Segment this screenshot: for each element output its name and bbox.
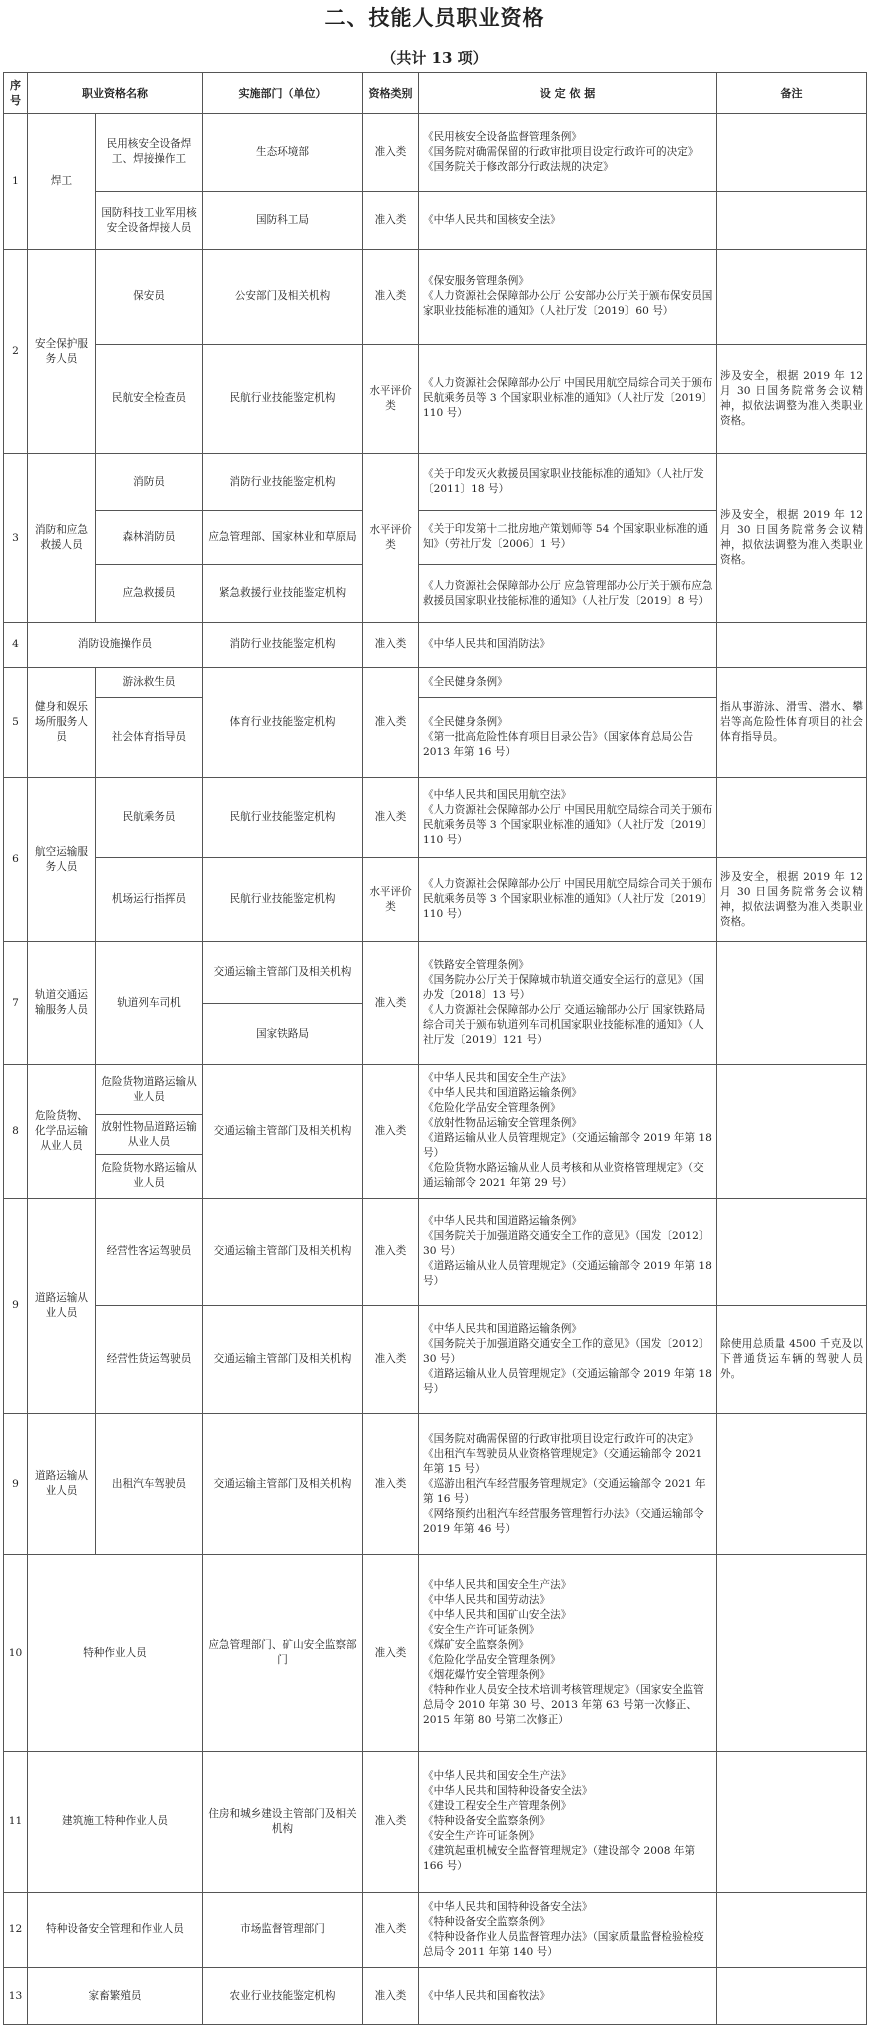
note: 涉及安全，根据 2019 年 12 月 30 日国务院常务会议精神，拟依法调整为准入类职业资格。 (717, 454, 867, 623)
header-basis: 设 定 依 据 (419, 73, 717, 114)
group-name: 危险货物、化学品运输从业人员 (28, 1065, 96, 1198)
table-row (4, 778, 867, 858)
qualification-name: 国防科技工业军用核安全设备焊接人员 (96, 191, 203, 249)
group-name: 航空运输服务人员 (28, 778, 96, 942)
header-type: 资格类别 (363, 73, 419, 114)
dept: 民航行业技能鉴定机构 (203, 344, 363, 454)
type: 准入类 (363, 942, 419, 1065)
type: 准入类 (363, 1968, 419, 2025)
basis: 《中华人民共和国道路运输条例》 《国务院关于加强道路交通安全工作的意见》（国发〔2012〕30 号） 《道路运输从业人员管理规定》（交通运输部令 2019 年第 18 号） (419, 1198, 717, 1306)
qualification-name: 出租汽车驾驶员 (96, 1413, 203, 1554)
dept: 消防行业技能鉴定机构 (203, 623, 363, 667)
table-row (4, 623, 867, 667)
page-subtitle: （共计 13 项） (381, 49, 488, 67)
qualification-name: 危险货物水路运输从业人员 (96, 1155, 203, 1198)
table-row (4, 1752, 867, 1892)
qualification-table (3, 72, 867, 2025)
table-row (4, 1968, 867, 2025)
type: 准入类 (363, 1413, 419, 1554)
type: 准入类 (363, 191, 419, 249)
dept: 生态环境部 (203, 114, 363, 192)
dept: 市场监督管理部门 (203, 1892, 363, 1968)
qualification-name: 经营性客运驾驶员 (96, 1198, 203, 1306)
table-row (4, 858, 867, 942)
header-note: 备注 (717, 73, 867, 114)
dept: 交通运输主管部门及相关机构 (203, 1198, 363, 1306)
type: 准入类 (363, 623, 419, 667)
basis: 《中华人民共和国安全生产法》 《中华人民共和国道路运输条例》 《危险化学品安全管理条例》 《放射性物品运输安全管理条例》 《道路运输从业人员管理规定》（交通运输部令 2019 年第 18 号） 《危险货物水路运输从业人员考核和从业资格管理规定》（交通运输部令 2021 年第 29 号） (419, 1065, 717, 1198)
page-title: 二、技能人员职业资格 (324, 5, 545, 30)
header-no: 序号 (4, 73, 28, 114)
qualification-name: 民用核安全设备焊工、焊接操作工 (96, 114, 203, 192)
dept: 紧急救援行业技能鉴定机构 (203, 565, 363, 623)
qualification-name: 森林消防员 (96, 510, 203, 564)
header-name: 职业资格名称 (28, 73, 203, 114)
type: 水平评价类 (363, 344, 419, 454)
table-row (4, 942, 867, 1004)
dept: 公安部门及相关机构 (203, 250, 363, 344)
qualification-name: 特种作业人员 (28, 1555, 203, 1752)
type: 准入类 (363, 1306, 419, 1414)
qualification-name: 民航安全检查员 (96, 344, 203, 454)
qualification-name: 社会体育指导员 (96, 698, 203, 778)
header-row (4, 73, 867, 114)
basis: 《人力资源社会保障部办公厅 中国民用航空局综合司关于颁布民航乘务员等 3 个国家职业标准的通知》（人社厅发〔2019〕110 号） (419, 858, 717, 942)
qualification-name: 游泳救生员 (96, 667, 203, 698)
type: 准入类 (363, 778, 419, 858)
dept: 住房和城乡建设主管部门及相关机构 (203, 1752, 363, 1892)
dept: 民航行业技能鉴定机构 (203, 778, 363, 858)
note (717, 778, 867, 858)
basis: 《保安服务管理条例》 《人力资源社会保障部办公厅 公安部办公厅关于颁布保安员国家职业技能标准的通知》（人社厅发〔2019〕60 号） (419, 250, 717, 344)
row-number: 9 (4, 1413, 28, 1554)
row-number: 4 (4, 623, 28, 667)
qualification-name: 危险货物道路运输从业人员 (96, 1065, 203, 1115)
qualification-name: 特种设备安全管理和作业人员 (28, 1892, 203, 1968)
note (717, 114, 867, 192)
type: 准入类 (363, 1752, 419, 1892)
basis: 《全民健身条例》 《第一批高危险性体育项目目录公告》（国家体育总局公告 2013 年第 16 号） (419, 698, 717, 778)
note (717, 1198, 867, 1306)
group-name: 安全保护服务人员 (28, 250, 96, 454)
table-row (4, 1555, 867, 1752)
type: 准入类 (363, 667, 419, 778)
basis: 《中华人民共和国安全生产法》 《中华人民共和国劳动法》 《中华人民共和国矿山安全法》 《安全生产许可证条例》 《煤矿安全监察条例》 《危险化学品安全管理条例》 《烟花爆竹安全管理条例》 《特种作业人员安全技术培训考核管理规定》（国家安全监管总局令 2010 年第 30 号、2013 年第 63 号第一次修正、2015 年第 80 号第二次修正） (419, 1555, 717, 1752)
group-name: 道路运输从业人员 (28, 1198, 96, 1413)
dept: 交通运输主管部门及相关机构 (203, 1413, 363, 1554)
basis: 《中华人民共和国民用航空法》 《人力资源社会保障部办公厅 中国民用航空局综合司关于颁布民航乘务员等 3 个国家职业标准的通知》（人社厅发〔2019〕110 号） (419, 778, 717, 858)
qualification-name: 机场运行指挥员 (96, 858, 203, 942)
type: 准入类 (363, 1065, 419, 1198)
qualification-name: 家畜繁殖员 (28, 1968, 203, 2025)
table-row (4, 1306, 867, 1414)
basis: 《民用核安全设备监督管理条例》 《国务院对确需保留的行政审批项目设定行政许可的决定》 《国务院关于修改部分行政法规的决定》 (419, 114, 717, 192)
basis: 《人力资源社会保障部办公厅 应急管理部办公厅关于颁布应急救援员国家职业技能标准的通知》（人社厅发〔2019〕8 号） (419, 565, 717, 623)
qualification-name: 应急救援员 (96, 565, 203, 623)
dept: 应急管理部、国家林业和草原局 (203, 510, 363, 564)
qualification-name: 消防设施操作员 (28, 623, 203, 667)
table-row (4, 454, 867, 510)
dept: 交通运输主管部门及相关机构 (203, 1065, 363, 1198)
row-number: 9 (4, 1198, 28, 1413)
note: 除使用总质量 4500 千克及以下普通货运车辆的驾驶人员外。 (717, 1306, 867, 1414)
note (717, 1892, 867, 1968)
note (717, 623, 867, 667)
group-name: 健身和娱乐场所服务人员 (28, 667, 96, 778)
basis: 《国务院对确需保留的行政审批项目设定行政许可的决定》 《出租汽车驾驶员从业资格管理规定》（交通运输部令 2021 年第 15 号） 《巡游出租汽车经营服务管理规定》（交通运输部令 2021 年第 16 号） 《网络预约出租汽车经营服务管理暂行办法》（交通运输部令 2019 年第 46 号） (419, 1413, 717, 1554)
dept: 交通运输主管部门及相关机构 (203, 1306, 363, 1414)
type: 准入类 (363, 250, 419, 344)
row-number: 5 (4, 667, 28, 778)
qualification-name: 民航乘务员 (96, 778, 203, 858)
dept: 应急管理部门、矿山安全监察部门 (203, 1555, 363, 1752)
row-number: 6 (4, 778, 28, 942)
note (717, 942, 867, 1065)
basis: 《人力资源社会保障部办公厅 中国民用航空局综合司关于颁布民航乘务员等 3 个国家职业标准的通知》（人社厅发〔2019〕110 号） (419, 344, 717, 454)
qualification-name: 建筑施工特种作业人员 (28, 1752, 203, 1892)
dept: 交通运输主管部门及相关机构 (203, 942, 363, 1004)
dept: 民航行业技能鉴定机构 (203, 858, 363, 942)
dept: 国家铁路局 (203, 1003, 363, 1065)
qualification-name: 经营性货运驾驶员 (96, 1306, 203, 1414)
qualification-name: 保安员 (96, 250, 203, 344)
note: 涉及安全，根据 2019 年 12 月 30 日国务院常务会议精神，拟依法调整为准入类职业资格。 (717, 344, 867, 454)
row-number: 10 (4, 1555, 28, 1752)
row-number: 8 (4, 1065, 28, 1198)
basis: 《中华人民共和国特种设备安全法》 《特种设备安全监察条例》 《特种设备作业人员监督管理办法》（国家质量监督检验检疫总局令 2011 年第 140 号） (419, 1892, 717, 1968)
qualification-name: 放射性物品道路运输从业人员 (96, 1115, 203, 1155)
row-number: 13 (4, 1968, 28, 2025)
note: 指从事游泳、滑雪、潜水、攀岩等高危险性体育项目的社会体育指导员。 (717, 667, 867, 778)
group-name: 焊工 (28, 114, 96, 250)
note (717, 250, 867, 344)
note (717, 191, 867, 249)
group-name: 消防和应急救援人员 (28, 454, 96, 623)
table-row (4, 1892, 867, 1968)
basis: 《铁路安全管理条例》 《国务院办公厅关于保障城市轨道交通安全运行的意见》（国办发〔2018〕13 号） 《人力资源社会保障部办公厅 交通运输部办公厅 国家铁路局综合司关于颁布轨道列车司机国家职业技能标准的通知》（人社厅发〔2019〕121 号） (419, 942, 717, 1065)
note (717, 1065, 867, 1198)
note (717, 1413, 867, 1554)
row-number: 11 (4, 1752, 28, 1892)
type: 水平评价类 (363, 454, 419, 623)
table-row (4, 250, 867, 344)
dept: 国防科工局 (203, 191, 363, 249)
basis: 《全民健身条例》 (419, 667, 717, 698)
dept: 农业行业技能鉴定机构 (203, 1968, 363, 2025)
type: 准入类 (363, 1555, 419, 1752)
table-row (4, 1065, 867, 1115)
basis: 《中华人民共和国安全生产法》 《中华人民共和国特种设备安全法》 《建设工程安全生产管理条例》 《特种设备安全监察条例》 《安全生产许可证条例》 《建筑起重机械安全监督管理规定》（建设部令 2008 年第 166 号） (419, 1752, 717, 1892)
type: 准入类 (363, 1198, 419, 1306)
note (717, 1752, 867, 1892)
row-number: 7 (4, 942, 28, 1065)
table-row (4, 667, 867, 698)
table-row (4, 344, 867, 454)
basis: 《中华人民共和国消防法》 (419, 623, 717, 667)
group-name: 道路运输从业人员 (28, 1413, 96, 1554)
row-number: 12 (4, 1892, 28, 1968)
row-number: 2 (4, 250, 28, 454)
dept: 体育行业技能鉴定机构 (203, 667, 363, 778)
qualification-name: 轨道列车司机 (96, 942, 203, 1065)
note (717, 1968, 867, 2025)
group-name: 轨道交通运输服务人员 (28, 942, 96, 1065)
qualification-name: 消防员 (96, 454, 203, 510)
type: 水平评价类 (363, 858, 419, 942)
basis: 《中华人民共和国道路运输条例》 《国务院关于加强道路交通安全工作的意见》（国发〔2012〕30 号） 《道路运输从业人员管理规定》（交通运输部令 2019 年第 18 号） (419, 1306, 717, 1414)
table-row (4, 114, 867, 192)
note: 涉及安全，根据 2019 年 12 月 30 日国务院常务会议精神，拟依法调整为准入类职业资格。 (717, 858, 867, 942)
note (717, 1555, 867, 1752)
row-number: 3 (4, 454, 28, 623)
type: 准入类 (363, 114, 419, 192)
header-dept: 实施部门（单位） (203, 73, 363, 114)
table-row (4, 191, 867, 249)
table-row (4, 1413, 867, 1554)
basis: 《关于印发灭火救援员国家职业技能标准的通知》（人社厅发〔2011〕18 号） (419, 454, 717, 510)
basis: 《关于印发第十二批房地产策划师等 54 个国家职业标准的通知》（劳社厅发〔2006〕1 号） (419, 510, 717, 564)
type: 准入类 (363, 1892, 419, 1968)
table-row (4, 1198, 867, 1306)
dept: 消防行业技能鉴定机构 (203, 454, 363, 510)
row-number: 1 (4, 114, 28, 250)
basis: 《中华人民共和国畜牧法》 (419, 1968, 717, 2025)
basis: 《中华人民共和国核安全法》 (419, 191, 717, 249)
